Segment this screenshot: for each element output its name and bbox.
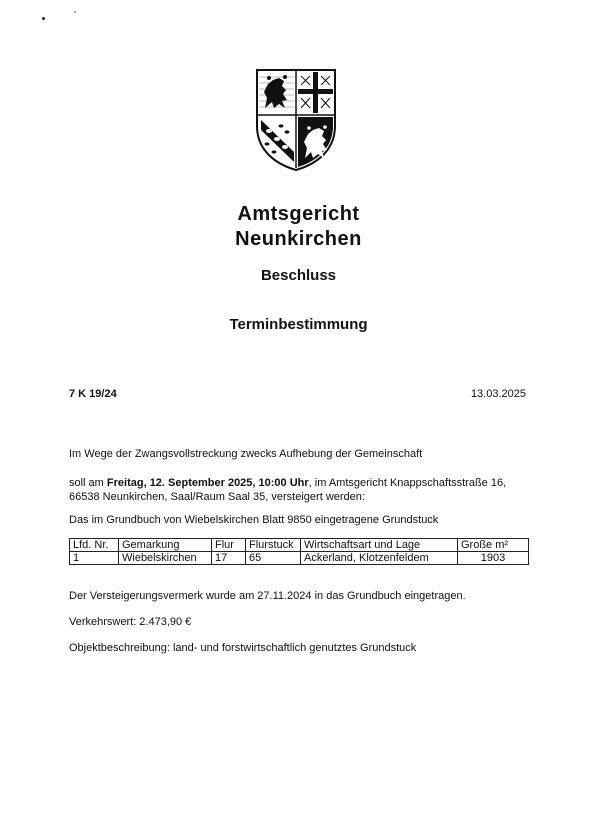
header-gemarkung: Gemarkung	[119, 539, 212, 552]
court-name-line2: Neunkirchen	[235, 228, 362, 250]
cell-grosse: 1903	[458, 552, 529, 565]
cell-flurstuck: 65	[246, 552, 301, 565]
header-lfd-nr: Lfd. Nr.	[70, 539, 119, 552]
header-flurstuck: Flurstuck	[246, 539, 301, 552]
objekt-paragraph: Objektbeschreibung: land- und forstwirtschaftlich genutztes Grundstuck	[69, 642, 417, 654]
cell-wirtschaftsart: Ackerland, Klotzenfeldem	[301, 552, 458, 565]
verkehrswert-paragraph: Verkehrswert: 2.473,90 €	[69, 616, 192, 628]
vermerk-paragraph: Der Versteigerungsvermerk wurde am 27.11.2024 in das Grundbuch eingetragen.	[69, 590, 466, 602]
header-grosse: Große m²	[458, 539, 529, 552]
auction-address: 66538 Neunkirchen, Saal/Raum Saal 35, versteigert werden:	[69, 491, 365, 503]
document-title: Terminbestimmung	[229, 316, 368, 333]
case-date: 13.03.2025	[470, 388, 526, 400]
header-wirtschaftsart: Wirtschaftsart und Lage	[301, 539, 458, 552]
header-flur: Flur	[212, 539, 246, 552]
cell-gemarkung: Wiebelskirchen	[119, 552, 212, 565]
property-table	[69, 538, 529, 565]
table-header-row	[70, 539, 529, 552]
cell-lfd-nr: 1	[70, 552, 119, 565]
auction-location: , im Amtsgericht Knappschaftsstraße 16,	[308, 477, 507, 489]
scan-speck	[74, 11, 76, 13]
document-type: Beschluss	[260, 267, 337, 284]
scan-speck	[42, 17, 45, 20]
auction-date: Freitag, 12. September 2025, 10:00 Uhr	[106, 477, 309, 489]
grundbuch-paragraph: Das im Grundbuch von Wiebelskirchen Blatt 9850 eingetragene Grundstuck	[69, 514, 439, 526]
intro-paragraph: Im Wege der Zwangsvollstreckung zwecks Aufhebung der Gemeinschaft	[69, 448, 423, 460]
table-row	[70, 552, 529, 565]
cell-flur: 17	[212, 552, 246, 565]
saarland-coat-of-arms-icon	[255, 68, 337, 172]
court-name-line1: Amtsgericht	[237, 203, 360, 225]
auction-prefix: soll am	[69, 477, 107, 489]
case-number: 7 K 19/24	[69, 388, 117, 400]
auction-paragraph	[69, 476, 506, 504]
